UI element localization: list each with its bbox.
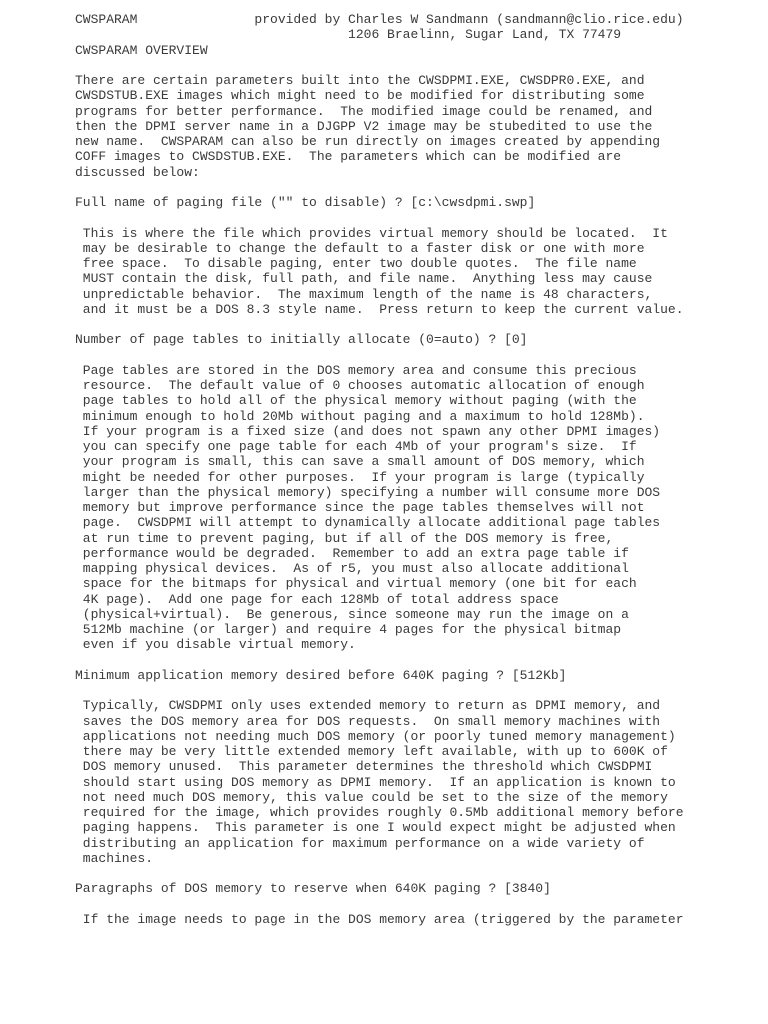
paragraph-line: page. CWSDPMI will attempt to dynamically allocate additional page tables (75, 515, 661, 531)
document-page (75, 12, 765, 927)
paragraph-line: DOS memory unused. This parameter determines the threshold which CWSDPMI (75, 759, 653, 775)
intro-line: CWSDSTUB.EXE images which might need to be modified for distributing some (75, 88, 645, 104)
spacer (75, 866, 765, 881)
spacer (75, 210, 765, 225)
section-paragraph-page-tables (75, 363, 765, 653)
paragraph-line: memory but improve performance since the page tables themselves will not (75, 500, 645, 515)
paragraph-line: space for the bitmaps for physical and virtual memory (one bit for each (75, 576, 637, 592)
paragraph-line: (physical+virtual). Be generous, since someone may run the image on a (75, 606, 629, 622)
intro-line: then the DPMI server name in a DJGPP V2 image may be stubedited to use the (75, 118, 653, 134)
paragraph-line: unpredictable behavior. The maximum length of the name is 48 characters, (75, 286, 653, 302)
paragraph-line: MUST contain the disk, full path, and file name. Anything less may cause (75, 271, 653, 287)
spacer (75, 653, 765, 668)
section-prompt-page-tables: Number of page tables to initially allocate (0=auto) ? [0] (75, 332, 528, 348)
section-paragraph-min-app-memory (75, 698, 765, 866)
header-line-2: 1206 Braelinn, Sugar Land, TX 77479 (75, 27, 622, 43)
paragraph-line: 512Mb machine (or larger) and require 4 pages for the physical bitmap (75, 622, 622, 637)
paragraph-line: free space. To disable paging, enter two double quotes. The file name (75, 256, 637, 271)
paragraph-line: This is where the file which provides virtual memory should be located. It (75, 225, 668, 241)
paragraph-line: saves the DOS memory area for DOS requests. On small memory machines with (75, 713, 661, 729)
paragraph-line: mapping physical devices. As of r5, you must also allocate additional (75, 561, 629, 576)
paragraph-line: resource. The default value of 0 chooses automatic allocation of enough (75, 378, 645, 393)
intro-line: COFF images to CWSDSTUB.EXE. The parameters which can be modified are (75, 149, 622, 165)
intro-paragraph (75, 73, 765, 180)
paragraph-line: Page tables are stored in the DOS memory area and consume this precious (75, 362, 637, 378)
paragraph-line: applications not needing much DOS memory (or poorly tuned memory management) (75, 728, 676, 744)
paragraph-line: performance would be degraded. Remember to add an extra page table if (75, 545, 629, 561)
paragraph-line: might be needed for other purposes. If your program is large (typically (75, 469, 645, 485)
paragraph-line: and it must be a DOS 8.3 style name. Press return to keep the current value. (75, 301, 684, 317)
section-paragraph-dos-reserve (75, 912, 765, 927)
paragraph-line: may be desirable to change the default to a faster disk or one with more (75, 240, 645, 256)
spacer (75, 180, 765, 195)
paragraph-line: your program is small, this can save a small amount of DOS memory, which (75, 454, 645, 470)
paragraph-line: required for the image, which provides roughly 0.5Mb additional memory before (75, 805, 684, 820)
intro-line: discussed below: (75, 164, 200, 180)
paragraph-line: at run time to prevent paging, but if all of the DOS memory is free, (75, 530, 614, 546)
section-prompt-min-app-memory: Minimum application memory desired before 640K paging ? [512Kb] (75, 667, 567, 683)
paragraph-line: larger than the physical memory) specifying a number will consume more DOS (75, 484, 661, 500)
overview-title: CWSPARAM OVERVIEW (75, 42, 208, 58)
paragraph-line: If the image needs to page in the DOS memory area (triggered by the parameter (75, 911, 684, 927)
spacer (75, 58, 765, 73)
spacer (75, 348, 765, 363)
paragraph-line: distributing an application for maximum performance on a wide variety of (75, 835, 645, 851)
section-paragraph-paging-file (75, 226, 765, 318)
paragraph-line: there may be very little extended memory left available, with up to 600K of (75, 744, 668, 759)
intro-line: There are certain parameters built into the CWSDPMI.EXE, CWSDPR0.EXE, and (75, 73, 645, 88)
spacer (75, 683, 765, 698)
section-prompt-dos-reserve: Paragraphs of DOS memory to reserve when 640K paging ? [3840] (75, 881, 551, 897)
paragraph-line: page tables to hold all of the physical memory without paging (with the (75, 393, 637, 409)
paragraph-line: not need much DOS memory, this value could be set to the size of the memory (75, 789, 668, 805)
spacer (75, 317, 765, 332)
intro-line: new name. CWSPARAM can also be run directly on images created by appending (75, 134, 661, 149)
paragraph-line: If your program is a fixed size (and does not spawn any other DPMI images) (75, 423, 661, 439)
paragraph-line: machines. (75, 850, 154, 866)
paragraph-line: Typically, CWSDPMI only uses extended memory to return as DPMI memory, and (75, 698, 661, 714)
paragraph-line: paging happens. This parameter is one I would expect might be adjusted when (75, 820, 676, 836)
paragraph-line: you can specify one page table for each 4Mb of your program's size. If (75, 439, 637, 454)
paragraph-line: should start using DOS memory as DPMI memory. If an application is known to (75, 774, 676, 790)
section-prompt-paging-file: Full name of paging file ("" to disable) ? [c:\cwsdpmi.swp] (75, 195, 536, 210)
paragraph-line: 4K page). Add one page for each 128Mb of total address space (75, 591, 559, 607)
header-line-1: CWSPARAM provided by Charles W Sandmann (sandmann@clio.rice.edu) (75, 12, 684, 27)
paragraph-line: minimum enough to hold 20Mb without paging and a maximum to hold 128Mb). (75, 408, 645, 424)
spacer (75, 897, 765, 912)
intro-line: programs for better performance. The modified image could be renamed, and (75, 103, 653, 119)
paragraph-line: even if you disable virtual memory. (75, 637, 356, 653)
